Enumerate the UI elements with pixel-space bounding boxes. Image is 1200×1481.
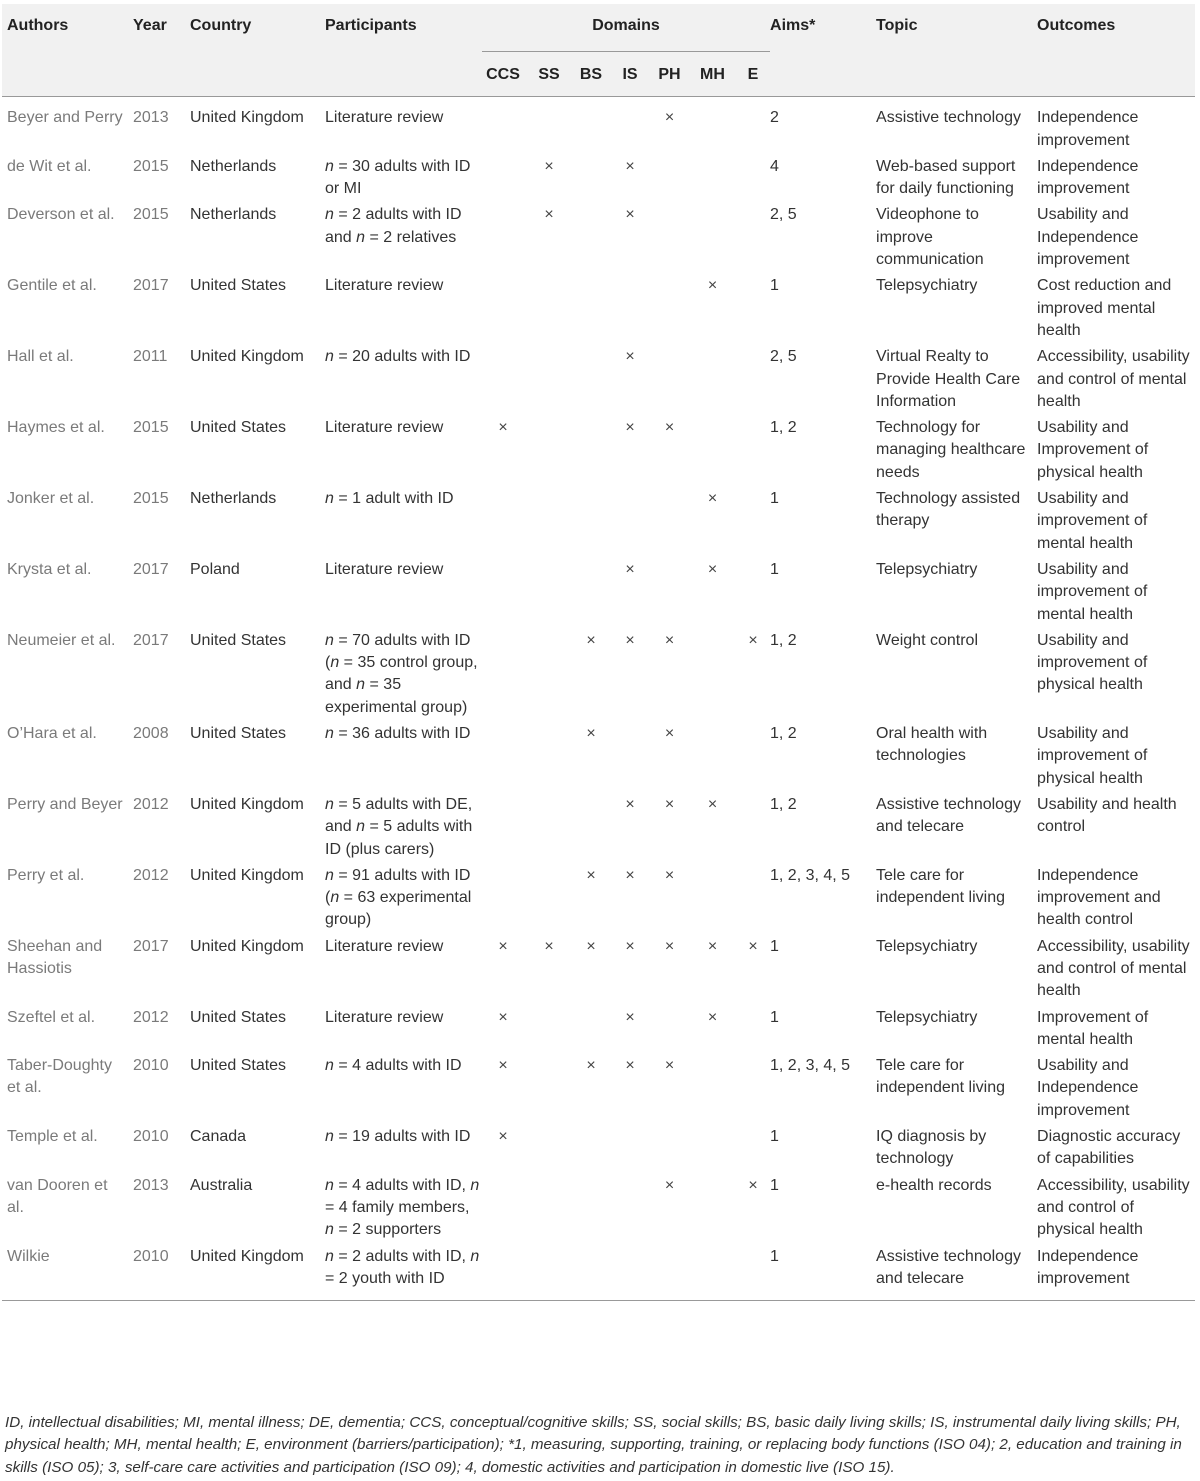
cell-domain-ss [526, 488, 572, 559]
cell-domain-e [736, 346, 770, 417]
cell-domain-mh: × [707, 277, 718, 295]
table-row [2, 723, 1195, 794]
cell-outcomes: Usability and improvement of mental health [1037, 490, 1148, 552]
cell-year: 2012 [133, 1008, 169, 1026]
cell-domain-ss [526, 97, 572, 156]
cell-year: 2012 [133, 866, 169, 884]
cell-domain-bs [572, 488, 610, 559]
cell-domain-e [736, 1007, 770, 1056]
cell-authors: Deverson et al. [7, 206, 115, 224]
cell-domain-ph: × [664, 725, 675, 743]
cell-year: 2010 [133, 1128, 169, 1146]
cell-topic: Assistive technology [876, 109, 1021, 127]
cell-domain-e [736, 488, 770, 559]
cell-country: United Kingdom [190, 1247, 304, 1265]
cell-topic: Telepsychiatry [876, 560, 978, 578]
cell-aims: 1 [770, 937, 779, 955]
cell-domain-bs [572, 275, 610, 346]
cell-topic: Oral health with technologies [876, 725, 988, 765]
cell-outcomes: Accessibility, usability and control of mental health [1037, 937, 1190, 1000]
cell-domain-ccs [480, 275, 526, 346]
cell-domain-bs: × [586, 866, 596, 884]
header-outcomes: Outcomes [1037, 4, 1195, 97]
cell-domain-ccs: × [498, 1057, 508, 1075]
cell-participants: n = 1 adult with ID [325, 490, 454, 508]
cell-outcomes: Usability and Improvement of physical health [1037, 419, 1149, 481]
cell-domain-e [736, 1055, 770, 1126]
cell-domain-is: × [625, 1008, 635, 1026]
cell-domain-bs [572, 97, 610, 156]
cell-participants: Literature review [325, 109, 444, 127]
cell-topic: Videophone to improve communication [876, 206, 984, 269]
cell-year: 2011 [133, 348, 168, 366]
table-row [2, 204, 1195, 275]
table-footnote: ID, intellectual disabilities; MI, mental illness; DE, dementia; CCS, conceptual/cognitive skills; SS, social skills; BS, basic daily living skills; IS, instrumental daily living skills; PH, physical health; MH, mental health; E, environment (barriers/participation); *1, measuring, supporting, training, or replacing body functions (ISO 04); 2, education and training in skills (ISO 05); 3, self-care care activities and participation (ISO 09); 4, domestic activities and participation in domestic live (ISO 15). [5, 1414, 1182, 1476]
cell-domain-mh: × [707, 560, 718, 578]
cell-authors: Perry and Beyer [7, 795, 123, 813]
cell-authors: Szeftel et al. [7, 1008, 96, 1026]
cell-domain-ph [650, 1246, 689, 1301]
cell-authors: Hall et al. [7, 348, 74, 366]
cell-authors: Beyer and Perry [7, 109, 123, 127]
cell-country: United States [190, 419, 287, 437]
table-row [2, 1246, 1195, 1301]
cell-participants: Literature review [325, 937, 444, 955]
cell-authors: O’Hara et al. [7, 725, 97, 743]
cell-outcomes: Improvement of mental health [1037, 1008, 1149, 1048]
cell-year: 2015 [133, 157, 169, 175]
cell-outcomes: Accessibility, usability and control of mental health [1037, 348, 1190, 410]
cell-domain-ph [650, 204, 689, 275]
cell-domain-ph [650, 1126, 689, 1175]
cell-aims: 1 [770, 1008, 779, 1026]
cell-aims: 1 [770, 1176, 779, 1194]
cell-topic: Telepsychiatry [876, 1008, 978, 1026]
cell-domain-ph [650, 156, 689, 205]
cell-outcomes: Usability and improvement of physical health [1037, 725, 1148, 787]
header-domain-ss: SS [526, 52, 572, 97]
cell-domain-ph: × [664, 866, 675, 884]
cell-domain-is: × [625, 631, 635, 649]
cell-authors: Perry et al. [7, 866, 85, 884]
cell-domain-mh [689, 1175, 736, 1246]
cell-domain-e [736, 97, 770, 156]
cell-domain-is [610, 1175, 650, 1246]
header-domain-ccs: CCS [480, 52, 526, 97]
cell-topic: IQ diagnosis by technology [876, 1128, 987, 1168]
cell-aims: 1 [770, 1128, 779, 1146]
cell-participants: Literature review [325, 560, 444, 578]
cell-domain-e [736, 1126, 770, 1175]
cell-country: Australia [190, 1176, 253, 1194]
cell-domain-bs [572, 559, 610, 630]
cell-domain-ss [526, 794, 572, 865]
cell-domain-bs [572, 156, 610, 205]
cell-participants: n = 4 adults with ID [325, 1057, 462, 1075]
cell-topic: Telepsychiatry [876, 277, 978, 295]
header-domains [480, 4, 770, 52]
cell-domain-bs [572, 1175, 610, 1246]
cell-outcomes: Usability and improvement of mental health [1037, 560, 1148, 623]
cell-country: United Kingdom [190, 348, 304, 366]
cell-domain-is: × [625, 157, 635, 175]
cell-domain-e [736, 204, 770, 275]
cell-country: United Kingdom [190, 937, 304, 955]
cell-country: United Kingdom [190, 795, 304, 813]
cell-domain-mh [689, 1055, 736, 1126]
cell-domain-ccs: × [498, 1128, 508, 1146]
cell-domain-is: × [625, 206, 635, 224]
cell-topic: Technology for managing healthcare needs [876, 419, 1026, 481]
cell-outcomes: Accessibility, usability and control of physical health [1037, 1176, 1190, 1239]
cell-participants: n = 4 adults with ID, n = 4 family members, n = 2 supporters [325, 1176, 480, 1239]
cell-domain-ccs [480, 204, 526, 275]
cell-topic: Virtual Realty to Provide Health Care Information [876, 348, 1021, 410]
cell-domain-e [736, 865, 770, 936]
cell-participants: n = 91 adults with ID (n = 63 experimental group) [325, 866, 472, 929]
cell-participants: n = 2 adults with ID, n = 2 youth with ID [325, 1247, 480, 1287]
cell-domain-is [610, 1126, 650, 1175]
cell-domain-ccs [480, 1175, 526, 1246]
cell-country: Netherlands [190, 206, 277, 224]
table-row [2, 1007, 1195, 1056]
cell-authors: Krysta et al. [7, 560, 92, 578]
cell-domain-mh [689, 97, 736, 156]
cell-domain-bs [572, 346, 610, 417]
cell-participants: n = 30 adults with ID or MI [325, 157, 471, 198]
cell-domain-ss [526, 346, 572, 417]
cell-domain-ph: × [664, 1057, 675, 1075]
cell-domain-ccs [480, 488, 526, 559]
header-domains-label: Domains [482, 15, 770, 52]
cell-domain-ccs [480, 97, 526, 156]
table-row [2, 275, 1195, 346]
table-header [2, 4, 1195, 97]
cell-authors: de Wit et al. [7, 157, 92, 175]
cell-domain-bs: × [586, 725, 596, 743]
cell-authors: Jonker et al. [7, 490, 95, 508]
cell-participants: n = 70 adults with ID (n = 35 control group, and n = 35 experimental group) [325, 631, 478, 716]
cell-country: Canada [190, 1128, 247, 1146]
cell-domain-is [610, 275, 650, 346]
cell-domain-is: × [625, 1057, 635, 1075]
table-row [2, 936, 1195, 1007]
cell-domain-bs: × [586, 937, 596, 955]
header-participants: Participants [325, 4, 480, 97]
cell-domain-ccs [480, 559, 526, 630]
cell-domain-ss: × [544, 937, 554, 955]
cell-domain-mh [689, 204, 736, 275]
cell-domain-is: × [625, 348, 635, 366]
table-row [2, 1175, 1195, 1246]
cell-domain-mh: × [707, 490, 718, 508]
cell-domain-bs [572, 204, 610, 275]
cell-year: 2015 [133, 490, 169, 508]
table-row [2, 1055, 1195, 1126]
table-row [2, 1126, 1195, 1175]
cell-domain-ccs [480, 1246, 526, 1301]
cell-outcomes: Independence improvement and health control [1037, 866, 1161, 929]
cell-authors: Taber-Doughty et al. [7, 1057, 112, 1097]
cell-domain-bs [572, 1126, 610, 1175]
cell-domain-ph [650, 275, 689, 346]
cell-year: 2017 [133, 560, 169, 578]
cell-domain-is [610, 97, 650, 156]
cell-domain-bs: × [586, 1057, 596, 1075]
cell-outcomes: Independence improvement [1037, 157, 1139, 198]
cell-domain-is [610, 723, 650, 794]
cell-domain-mh [689, 156, 736, 205]
cell-authors: van Dooren et al. [7, 1176, 108, 1216]
cell-outcomes: Usability and Independence improvement [1037, 206, 1139, 269]
cell-country: United States [190, 1008, 287, 1026]
header-aims: Aims* [770, 4, 876, 97]
cell-domain-mh [689, 630, 736, 723]
cell-participants: Literature review [325, 277, 444, 295]
cell-domain-ss: × [544, 157, 554, 175]
cell-aims: 2, 5 [770, 206, 797, 224]
cell-authors: Gentile et al. [7, 277, 97, 295]
cell-outcomes: Independence improvement [1037, 1247, 1139, 1287]
cell-domain-ss [526, 1246, 572, 1301]
cell-aims: 1, 2 [770, 795, 797, 813]
cell-authors: Haymes et al. [7, 419, 105, 437]
cell-aims: 2, 5 [770, 348, 797, 366]
cell-domain-ph [650, 346, 689, 417]
cell-domain-is: × [625, 419, 635, 437]
cell-domain-ph [650, 559, 689, 630]
cell-domain-ss [526, 1126, 572, 1175]
cell-outcomes: Cost reduction and improved mental health [1037, 277, 1172, 339]
cell-year: 2010 [133, 1247, 169, 1265]
cell-domain-e: × [748, 1176, 758, 1194]
cell-year: 2017 [133, 631, 169, 649]
cell-domain-bs [572, 794, 610, 865]
cell-domain-ss [526, 559, 572, 630]
cell-domain-ccs: × [498, 937, 508, 955]
cell-domain-ccs [480, 346, 526, 417]
cell-domain-e [736, 794, 770, 865]
cell-domain-e [736, 559, 770, 630]
cell-country: United States [190, 631, 287, 649]
cell-domain-mh [689, 417, 736, 488]
cell-participants: Literature review [325, 1008, 444, 1026]
table-row [2, 865, 1195, 936]
cell-year: 2013 [133, 1176, 169, 1194]
cell-year: 2008 [133, 725, 169, 743]
cell-country: United States [190, 725, 287, 743]
cell-domain-is [610, 488, 650, 559]
cell-year: 2012 [133, 795, 169, 813]
cell-aims: 1, 2 [770, 419, 797, 437]
cell-domain-bs: × [586, 631, 596, 649]
cell-participants: Literature review [325, 419, 444, 437]
cell-topic: Telepsychiatry [876, 937, 978, 955]
table-row [2, 488, 1195, 559]
cell-domain-mh [689, 346, 736, 417]
cell-participants: n = 20 adults with ID [325, 348, 471, 366]
cell-participants: n = 5 adults with DE, and n = 5 adults with ID (plus carers) [325, 795, 473, 858]
cell-domain-ccs: × [498, 1008, 508, 1026]
cell-domain-bs [572, 1007, 610, 1056]
cell-domain-ss [526, 275, 572, 346]
cell-domain-mh [689, 723, 736, 794]
cell-authors: Neumeier et al. [7, 631, 116, 649]
cell-outcomes: Independence improvement [1037, 109, 1139, 149]
cell-year: 2017 [133, 937, 169, 955]
header-domain-ph: PH [650, 52, 689, 97]
cell-participants: n = 2 adults with ID and n = 2 relatives [325, 206, 462, 246]
cell-year: 2017 [133, 277, 169, 295]
cell-domain-ph: × [664, 937, 675, 955]
cell-domain-ph: × [664, 419, 675, 437]
cell-domain-e [736, 417, 770, 488]
cell-domain-e [736, 156, 770, 205]
cell-aims: 1 [770, 1247, 779, 1265]
cell-authors: Sheehan and Hassiotis [7, 937, 103, 977]
table-row [2, 97, 1195, 156]
cell-country: United States [190, 277, 287, 295]
cell-domain-ph: × [664, 109, 675, 127]
cell-domain-is [610, 1246, 650, 1301]
cell-year: 2010 [133, 1057, 169, 1075]
cell-year: 2013 [133, 109, 169, 127]
cell-domain-is: × [625, 560, 635, 578]
header-domain-is: IS [610, 52, 650, 97]
cell-country: Poland [190, 560, 240, 578]
cell-domain-ph: × [664, 631, 675, 649]
header-authors: Authors [2, 4, 133, 97]
cell-country: United Kingdom [190, 866, 304, 884]
cell-year: 2015 [133, 419, 169, 437]
cell-domain-ph [650, 1007, 689, 1056]
cell-aims: 1 [770, 277, 779, 295]
cell-domain-ccs [480, 630, 526, 723]
cell-country: United Kingdom [190, 109, 304, 127]
cell-topic: e-health records [876, 1176, 992, 1194]
cell-aims: 1, 2, 3, 4, 5 [770, 1057, 851, 1075]
cell-country: Netherlands [190, 490, 277, 508]
table-row [2, 794, 1195, 865]
cell-year: 2015 [133, 206, 169, 224]
cell-domain-mh [689, 1126, 736, 1175]
header-domain-mh: MH [689, 52, 736, 97]
cell-domain-ss [526, 1007, 572, 1056]
cell-domain-ss [526, 865, 572, 936]
cell-domain-mh [689, 865, 736, 936]
cell-domain-ss: × [544, 206, 554, 224]
header-domain-bs: BS [572, 52, 610, 97]
cell-topic: Tele care for independent living [876, 866, 1006, 907]
cell-topic: Assistive technology and telecare [876, 1247, 1021, 1287]
cell-outcomes: Usability and improvement of physical health [1037, 631, 1148, 694]
cell-domain-bs [572, 1246, 610, 1301]
header-topic: Topic [876, 4, 1037, 97]
cell-domain-ph: × [664, 1176, 675, 1194]
cell-domain-ph [650, 488, 689, 559]
table-row [2, 346, 1195, 417]
cell-topic: Weight control [876, 631, 978, 649]
cell-domain-bs [572, 417, 610, 488]
cell-domain-is: × [625, 795, 635, 813]
cell-domain-ccs [480, 794, 526, 865]
table-row [2, 559, 1195, 630]
cell-domain-mh: × [707, 937, 718, 955]
cell-aims: 1 [770, 490, 779, 508]
cell-domain-ss [526, 630, 572, 723]
table-row [2, 417, 1195, 488]
cell-domain-e [736, 723, 770, 794]
cell-country: United States [190, 1057, 287, 1075]
table-row [2, 630, 1195, 723]
cell-domain-e [736, 1246, 770, 1301]
cell-topic: Technology assisted therapy [876, 490, 1021, 530]
cell-domain-e: × [748, 631, 758, 649]
header-domain-e: E [736, 52, 770, 97]
cell-domain-ss [526, 417, 572, 488]
studies-table [2, 4, 1195, 1301]
cell-outcomes: Usability and Independence improvement [1037, 1057, 1139, 1119]
cell-domain-ccs [480, 156, 526, 205]
cell-domain-ss [526, 1055, 572, 1126]
cell-domain-mh: × [707, 795, 718, 813]
cell-aims: 4 [770, 157, 779, 175]
cell-domain-mh: × [707, 1008, 718, 1026]
cell-domain-is: × [625, 937, 635, 955]
cell-participants: n = 19 adults with ID [325, 1128, 471, 1146]
cell-participants: n = 36 adults with ID [325, 725, 471, 743]
cell-aims: 1, 2 [770, 631, 797, 649]
cell-aims: 1, 2, 3, 4, 5 [770, 866, 851, 884]
cell-topic: Tele care for independent living [876, 1057, 1006, 1097]
cell-authors: Wilkie [7, 1247, 50, 1265]
cell-authors: Temple et al. [7, 1128, 98, 1146]
cell-domain-ph: × [664, 795, 675, 813]
header-country: Country [190, 4, 325, 97]
cell-topic: Web-based support for daily functioning [876, 157, 1016, 198]
cell-domain-ccs: × [498, 419, 508, 437]
cell-domain-e [736, 275, 770, 346]
cell-aims: 1, 2 [770, 725, 797, 743]
cell-domain-ss [526, 723, 572, 794]
table-row [2, 156, 1195, 205]
cell-country: Netherlands [190, 157, 277, 175]
cell-domain-ccs [480, 723, 526, 794]
cell-topic: Assistive technology and telecare [876, 795, 1021, 836]
cell-domain-ccs [480, 865, 526, 936]
cell-outcomes: Diagnostic accuracy of capabilities [1037, 1128, 1181, 1168]
cell-outcomes: Usability and health control [1037, 795, 1177, 836]
cell-domain-e: × [748, 937, 758, 955]
cell-aims: 2 [770, 109, 779, 127]
table-body [2, 97, 1195, 1301]
cell-aims: 1 [770, 560, 779, 578]
header-year: Year [133, 4, 190, 97]
cell-domain-is: × [625, 866, 635, 884]
cell-domain-mh [689, 1246, 736, 1301]
cell-domain-ss [526, 1175, 572, 1246]
